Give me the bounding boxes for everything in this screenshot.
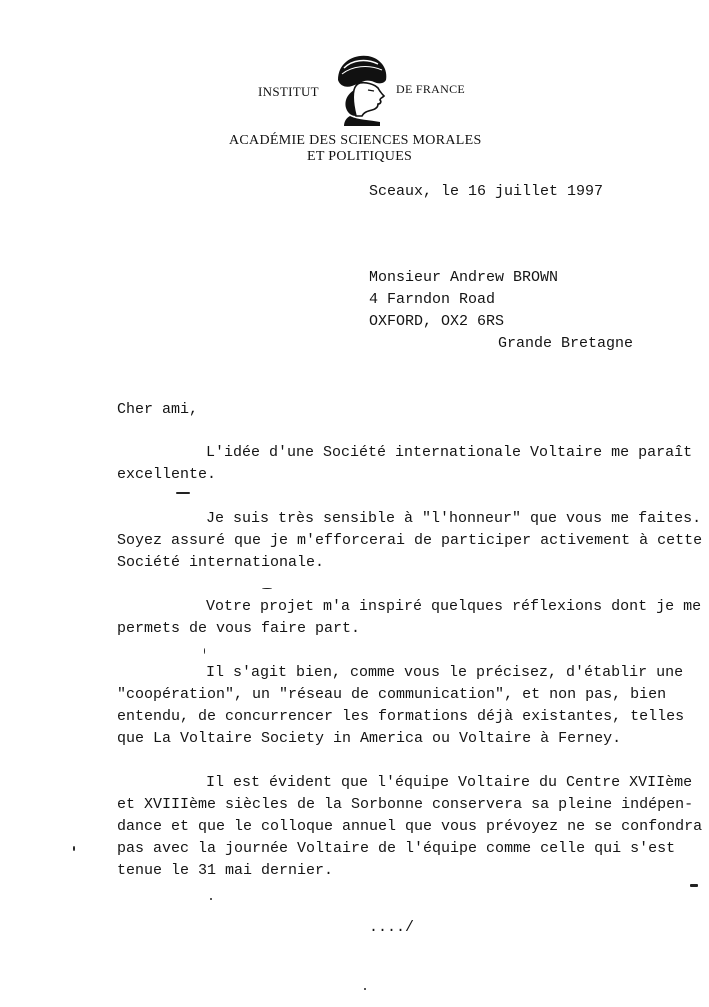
scan-mark	[204, 648, 205, 654]
paragraph-4-line-4: que La Voltaire Society in America ou Voltaire à Ferney.	[117, 730, 622, 747]
recipient-street: 4 Farndon Road	[369, 291, 496, 308]
scan-mark	[210, 898, 212, 900]
letterhead	[0, 0, 709, 170]
letterhead-academie-line2: ET POLITIQUES	[307, 149, 413, 164]
scan-mark	[364, 988, 366, 990]
letterhead-institut: INSTITUT	[258, 84, 319, 99]
paragraph-5-line-1: Il est évident que l'équipe Voltaire du Centre XVIIème	[206, 774, 693, 791]
continuation-mark: ..../	[369, 919, 415, 936]
letterhead-de-france: DE FRANCE	[396, 82, 466, 96]
scan-mark	[690, 884, 698, 887]
paragraph-4-line-3: entendu, de concurrencer les formations déjà existantes, telles	[117, 708, 685, 725]
paragraph-3-line-1: Votre projet m'a inspiré quelques réflexions dont je me	[206, 598, 702, 615]
paragraph-4-line-2: "coopération", un "réseau de communication", et non pas, bien	[117, 686, 667, 703]
salutation: Cher ami,	[117, 401, 199, 418]
minerva-head-emblem-icon	[330, 50, 392, 126]
scan-mark	[73, 846, 75, 851]
recipient-city: OXFORD, OX2 6RS	[369, 313, 505, 330]
paragraph-5-line-3: dance et que le colloque annuel que vous prévoyez ne se confondra	[117, 818, 703, 835]
paragraph-2-line-3: Société internationale.	[117, 554, 325, 571]
paragraph-5-line-4: pas avec la journée Voltaire de l'équipe comme celle qui s'est	[117, 840, 676, 857]
paragraph-5-line-2: et XVIIIème siècles de la Sorbonne conservera sa pleine indépen-	[117, 796, 694, 813]
recipient-country: Grande Bretagne	[498, 335, 634, 352]
scan-mark	[262, 588, 272, 589]
paragraph-1-line-1: L'idée d'une Société internationale Voltaire me paraît	[206, 444, 693, 461]
paragraph-3-line-2: permets de vous faire part.	[117, 620, 361, 637]
letterhead-academie-line1: ACADÉMIE DES SCIENCES MORALES	[229, 133, 482, 148]
paragraph-2-line-2: Soyez assuré que je m'efforcerai de participer activement à cette	[117, 532, 703, 549]
recipient-name: Monsieur Andrew BROWN	[369, 269, 559, 286]
paragraph-5-line-5: tenue le 31 mai dernier.	[117, 862, 334, 879]
scan-mark	[176, 492, 190, 494]
paragraph-2-line-1: Je suis très sensible à "l'honneur" que vous me faites.	[206, 510, 702, 527]
paragraph-1-line-2: excellente.	[117, 466, 217, 483]
paragraph-4-line-1: Il s'agit bien, comme vous le précisez, d'établir une	[206, 664, 684, 681]
date-line: Sceaux, le 16 juillet 1997	[369, 183, 604, 200]
